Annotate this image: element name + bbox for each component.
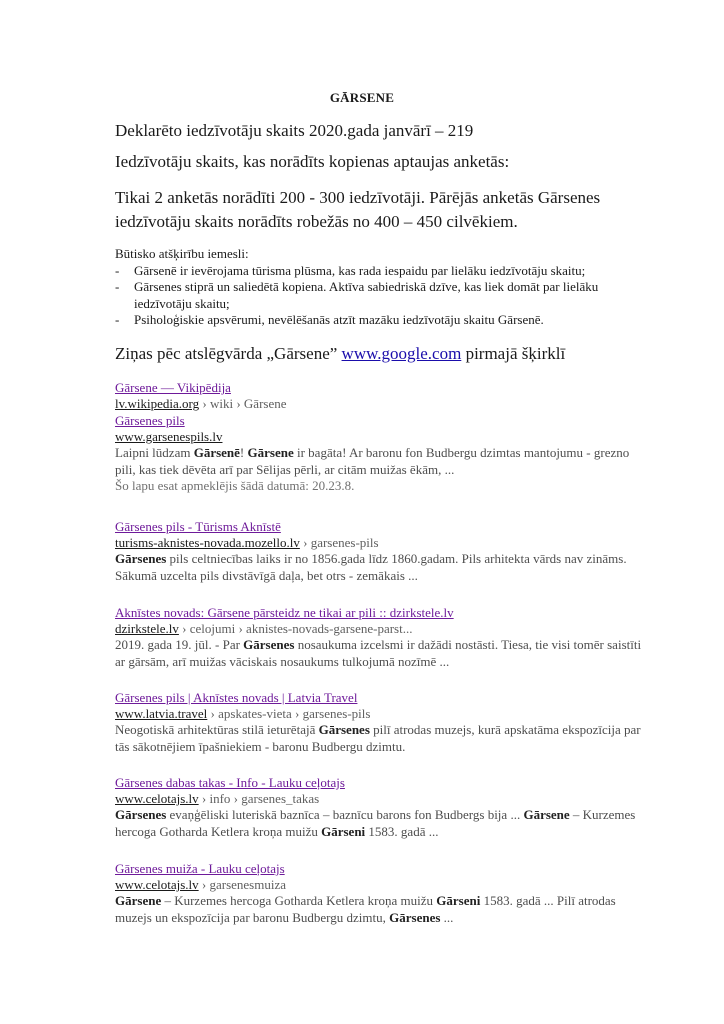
result-host[interactable]: www.latvia.travel bbox=[115, 706, 208, 721]
result-breadcrumb: › garsenesmuiza bbox=[198, 877, 286, 892]
reasons-section bbox=[115, 246, 635, 329]
result-title-link[interactable]: Gārsenes pils bbox=[115, 413, 185, 428]
result-title-link[interactable]: Gārsenes dabas takas - Info - Lauku ceļotajs bbox=[115, 775, 345, 790]
declared-residents: Deklarēto iedzīvotāju skaits 2020.gada janvārī – 219 bbox=[115, 121, 474, 140]
result-url bbox=[115, 706, 645, 722]
reasons-heading: Būtisko atšķirību iemesli: bbox=[115, 246, 249, 261]
reason-text: Psiholoģiskie apsvērumi, nevēlēšanās atzīt mazāku iedzīvotāju skaitu Gārsenē. bbox=[134, 312, 544, 327]
result-breadcrumb: › garsenes-pils bbox=[299, 535, 379, 550]
reason-item: - Psiholoģiskie apsvērumi, nevēlēšanās atzīt mazāku iedzīvotāju skaitu Gārsenē. bbox=[115, 312, 635, 329]
result-url bbox=[115, 877, 645, 893]
result-url bbox=[115, 535, 645, 551]
result-visited-note: Šo lapu esat apmeklējis šādā datumā: 20.23.8. bbox=[115, 478, 355, 493]
result-title-link[interactable]: Gārsenes muiža - Lauku ceļotajs bbox=[115, 861, 285, 876]
result-title-link[interactable]: Gārsenes pils | Aknīstes novads | Latvia Travel bbox=[115, 690, 358, 705]
result-host[interactable]: lv.wikipedia.org bbox=[115, 396, 200, 411]
search-result-celotajs-takas bbox=[115, 775, 645, 840]
google-link[interactable]: www.google.com bbox=[341, 344, 462, 363]
result-snippet: Gārsenes evaņģēliski luteriskā baznīca – baznīcu barons fon Budbergs bija ... Gārsene – Kurzemes hercoga Gotharda Ketlera kroņa muižu Gārseni 1583. gadā ... bbox=[115, 807, 636, 839]
result-title-link[interactable]: Gārsene — Vikipēdija bbox=[115, 380, 231, 395]
search-result-garsenespils bbox=[115, 413, 645, 494]
reason-text: Gārsenes stiprā un saliedētā kopiena. Aktīva sabiedriskā dzīve, kas liek domāt par lielāku iedzīvotāju skaitu; bbox=[134, 279, 599, 311]
search-result-celotajs-muiza bbox=[115, 861, 645, 926]
result-host[interactable]: turisms-aknistes-novada.mozello.lv bbox=[115, 535, 300, 550]
result-snippet: Gārsene – Kurzemes hercoga Gotharda Ketlera kroņa muižu Gārseni 1583. gadā ... Pilī atrodas muzejs un ekspozīcija par baronu Budbergu dzimtu, Gārsenes ... bbox=[115, 893, 616, 925]
reason-item: - Gārsenes stiprā un saliedētā kopiena. Aktīva sabiedriskā dzīve, kas liek domāt par lielāku iedzīvotāju skaitu; bbox=[115, 279, 635, 312]
result-host[interactable]: www.celotajs.lv bbox=[115, 877, 199, 892]
result-snippet: Laipni lūdzam Gārsenē! Gārsene ir bagāta! Ar baronu fon Budbergu dzimtas mantojumu - grezno pili, kas tiek dēvēta arī par Sēlijas pērli, ar citām muižas ēkām, ... bbox=[115, 445, 630, 477]
result-url bbox=[115, 791, 645, 807]
result-url bbox=[115, 396, 645, 412]
search-heading-prefix: Ziņas pēc atslēgvārda „Gārsene” bbox=[115, 344, 342, 363]
result-breadcrumb: › info › garsenes_takas bbox=[198, 791, 320, 806]
search-result-mozello bbox=[115, 519, 645, 584]
result-snippet: 2019. gada 19. jūl. - Par Gārsenes nosaukuma izcelsmi ir dažādi nostāsti. Tiesa, tie visi tomēr saistīti ar gārsām, arī muižas vāciskais nosaukums tulkojumā nozīmē ... bbox=[115, 637, 642, 669]
result-url bbox=[115, 621, 645, 637]
document-title: GĀRSENE bbox=[329, 90, 395, 105]
reasons-list bbox=[115, 263, 635, 329]
result-title-link[interactable]: Gārsenes pils - Tūrisms Aknīstē bbox=[115, 519, 281, 534]
search-heading-suffix: pirmajā šķirklī bbox=[461, 344, 566, 363]
result-snippet: Neogotiskā arhitektūras stilā ieturētajā Gārsenes pilī atrodas muzejs, kurā apskatāma ekspozīcija par tās sākotnējiem īpašniekiem - baronu Budbergu dzimtu. bbox=[115, 722, 641, 754]
result-url bbox=[115, 429, 645, 445]
survey-text: Tikai 2 anketās norādīti 200 - 300 iedzīvotāji. Pārējās anketās Gārsenes iedzīvotāju skaits norādīts robežās no 400 – 450 cilvēkiem. bbox=[115, 188, 601, 231]
result-breadcrumb: › wiki › Gārsene bbox=[199, 396, 287, 411]
search-result-wikipedia bbox=[115, 380, 645, 412]
result-host[interactable]: www.celotajs.lv bbox=[115, 791, 199, 806]
result-host[interactable]: dzirkstele.lv bbox=[115, 621, 179, 636]
search-result-dzirkstele bbox=[115, 605, 645, 670]
result-breadcrumb: › apskates-vieta › garsenes-pils bbox=[207, 706, 371, 721]
result-host[interactable]: www.garsenespils.lv bbox=[115, 429, 223, 444]
search-result-latvia-travel bbox=[115, 690, 645, 755]
reason-item: - Gārsenē ir ievērojama tūrisma plūsma, kas rada iespaidu par lielāku iedzīvotāju skaitu; bbox=[115, 263, 635, 280]
result-snippet: Gārsenes pils celtniecības laiks ir no 1856.gada līdz 1860.gadam. Pils arhitekta vārds nav zināms. Sākumā uzcelta pils divstāvīgā daļa, bet otrs - zemākais ... bbox=[115, 551, 627, 583]
reason-text: Gārsenē ir ievērojama tūrisma plūsma, kas rada iespaidu par lielāku iedzīvotāju skaitu; bbox=[134, 262, 586, 278]
survey-heading: Iedzīvotāju skaits, kas norādīts kopienas aptaujas anketās: bbox=[115, 152, 510, 171]
search-heading bbox=[115, 344, 565, 364]
result-breadcrumb: › celojumi › aknistes-novads-garsene-parst... bbox=[178, 621, 413, 636]
result-title-link[interactable]: Aknīstes novads: Gārsene pārsteidz ne tikai ar pili :: dzirkstele.lv bbox=[115, 605, 454, 620]
